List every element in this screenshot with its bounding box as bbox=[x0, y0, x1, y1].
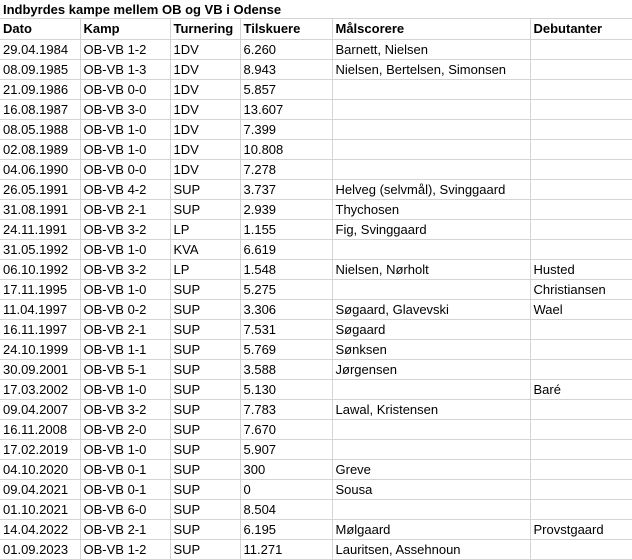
cell-tournament[interactable]: SUP bbox=[170, 339, 240, 359]
cell-scorers[interactable]: Jørgensen bbox=[332, 359, 530, 379]
cell-debutants[interactable] bbox=[530, 539, 632, 559]
cell-tournament[interactable]: 1DV bbox=[170, 79, 240, 99]
cell-attendance[interactable]: 0 bbox=[240, 479, 332, 499]
cell-tournament[interactable]: SUP bbox=[170, 519, 240, 539]
cell-date[interactable]: 17.02.2019 bbox=[0, 439, 80, 459]
cell-attendance[interactable]: 10.808 bbox=[240, 139, 332, 159]
cell-match[interactable]: OB-VB 0-1 bbox=[80, 459, 170, 479]
cell-match[interactable]: OB-VB 1-0 bbox=[80, 379, 170, 399]
cell-scorers[interactable]: Søgaard, Glavevski bbox=[332, 299, 530, 319]
cell-match[interactable]: OB-VB 1-2 bbox=[80, 39, 170, 59]
table-row bbox=[0, 339, 632, 359]
cell-attendance[interactable]: 7.783 bbox=[240, 399, 332, 419]
cell-attendance[interactable]: 8.504 bbox=[240, 499, 332, 519]
table-row bbox=[0, 99, 632, 119]
table-row bbox=[0, 539, 632, 559]
cell-tournament[interactable]: LP bbox=[170, 259, 240, 279]
cell-debutants[interactable] bbox=[530, 199, 632, 219]
matches-table bbox=[0, 19, 632, 560]
cell-match[interactable]: OB-VB 4-2 bbox=[80, 179, 170, 199]
table-row bbox=[0, 299, 632, 319]
table-row bbox=[0, 239, 632, 259]
cell-tournament[interactable]: 1DV bbox=[170, 119, 240, 139]
cell-tournament[interactable]: 1DV bbox=[170, 99, 240, 119]
cell-debutants[interactable] bbox=[530, 419, 632, 439]
cell-attendance[interactable]: 5.769 bbox=[240, 339, 332, 359]
cell-date[interactable]: 04.10.2020 bbox=[0, 459, 80, 479]
cell-match[interactable]: OB-VB 0-1 bbox=[80, 479, 170, 499]
cell-debutants[interactable] bbox=[530, 139, 632, 159]
cell-scorers[interactable] bbox=[332, 439, 530, 459]
header-cell-tilskuere[interactable]: Tilskuere bbox=[240, 19, 332, 39]
cell-scorers[interactable] bbox=[332, 279, 530, 299]
cell-scorers[interactable]: Sønksen bbox=[332, 339, 530, 359]
cell-debutants[interactable]: Christiansen bbox=[530, 279, 632, 299]
cell-date[interactable]: 08.09.1985 bbox=[0, 59, 80, 79]
cell-date[interactable]: 06.10.1992 bbox=[0, 259, 80, 279]
table-row bbox=[0, 359, 632, 379]
cell-scorers[interactable]: Lauritsen, Assehnoun bbox=[332, 539, 530, 559]
table-row bbox=[0, 499, 632, 519]
cell-tournament[interactable]: SUP bbox=[170, 459, 240, 479]
table-row bbox=[0, 399, 632, 419]
table-row bbox=[0, 259, 632, 279]
table-row bbox=[0, 79, 632, 99]
table-row bbox=[0, 319, 632, 339]
cell-scorers[interactable]: Thychosen bbox=[332, 199, 530, 219]
cell-date[interactable]: 01.10.2021 bbox=[0, 499, 80, 519]
table-row bbox=[0, 439, 632, 459]
header-cell-debutanter[interactable]: Debutanter bbox=[530, 19, 632, 39]
cell-date[interactable]: 01.09.2023 bbox=[0, 539, 80, 559]
cell-attendance[interactable]: 6.195 bbox=[240, 519, 332, 539]
cell-debutants[interactable] bbox=[530, 39, 632, 59]
cell-scorers[interactable]: Nielsen, Bertelsen, Simonsen bbox=[332, 59, 530, 79]
cell-tournament[interactable]: SUP bbox=[170, 279, 240, 299]
cell-attendance[interactable]: 13.607 bbox=[240, 99, 332, 119]
cell-attendance[interactable]: 5.130 bbox=[240, 379, 332, 399]
cell-tournament[interactable]: SUP bbox=[170, 319, 240, 339]
cell-scorers[interactable]: Mølgaard bbox=[332, 519, 530, 539]
cell-date[interactable]: 31.05.1992 bbox=[0, 239, 80, 259]
cell-scorers[interactable] bbox=[332, 379, 530, 399]
header-cell-dato[interactable]: Dato bbox=[0, 19, 80, 39]
cell-match[interactable]: OB-VB 1-0 bbox=[80, 279, 170, 299]
cell-debutants[interactable] bbox=[530, 339, 632, 359]
cell-date[interactable]: 17.11.1995 bbox=[0, 279, 80, 299]
cell-match[interactable]: OB-VB 1-0 bbox=[80, 139, 170, 159]
cell-tournament[interactable]: SUP bbox=[170, 379, 240, 399]
cell-attendance[interactable]: 300 bbox=[240, 459, 332, 479]
cell-debutants[interactable]: Provstgaard bbox=[530, 519, 632, 539]
cell-debutants[interactable] bbox=[530, 219, 632, 239]
cell-debutants[interactable]: Baré bbox=[530, 379, 632, 399]
cell-debutants[interactable] bbox=[530, 479, 632, 499]
cell-scorers[interactable]: Sousa bbox=[332, 479, 530, 499]
cell-attendance[interactable]: 1.548 bbox=[240, 259, 332, 279]
cell-tournament[interactable]: SUP bbox=[170, 539, 240, 559]
sheet-title[interactable]: Indbyrdes kampe mellem OB og VB i Odense bbox=[0, 0, 632, 19]
cell-tournament[interactable]: LP bbox=[170, 219, 240, 239]
cell-match[interactable]: OB-VB 2-1 bbox=[80, 199, 170, 219]
cell-date[interactable]: 24.10.1999 bbox=[0, 339, 80, 359]
table-row bbox=[0, 139, 632, 159]
cell-scorers[interactable] bbox=[332, 99, 530, 119]
table-row bbox=[0, 59, 632, 79]
cell-attendance[interactable]: 8.943 bbox=[240, 59, 332, 79]
cell-debutants[interactable] bbox=[530, 79, 632, 99]
cell-scorers[interactable] bbox=[332, 139, 530, 159]
header-cell-malscorere[interactable]: Målscorere bbox=[332, 19, 530, 39]
cell-scorers[interactable]: Helveg (selvmål), Svinggaard bbox=[332, 179, 530, 199]
cell-scorers[interactable]: Lawal, Kristensen bbox=[332, 399, 530, 419]
cell-match[interactable]: OB-VB 2-1 bbox=[80, 319, 170, 339]
cell-attendance[interactable]: 2.939 bbox=[240, 199, 332, 219]
cell-match[interactable]: OB-VB 2-0 bbox=[80, 419, 170, 439]
cell-debutants[interactable] bbox=[530, 359, 632, 379]
cell-debutants[interactable] bbox=[530, 59, 632, 79]
cell-date[interactable]: 16.11.2008 bbox=[0, 419, 80, 439]
cell-scorers[interactable] bbox=[332, 499, 530, 519]
cell-tournament[interactable]: 1DV bbox=[170, 139, 240, 159]
cell-date[interactable]: 26.05.1991 bbox=[0, 179, 80, 199]
cell-date[interactable]: 31.08.1991 bbox=[0, 199, 80, 219]
cell-date[interactable]: 21.09.1986 bbox=[0, 79, 80, 99]
cell-date[interactable]: 09.04.2021 bbox=[0, 479, 80, 499]
cell-match[interactable]: OB-VB 1-1 bbox=[80, 339, 170, 359]
cell-attendance[interactable]: 7.278 bbox=[240, 159, 332, 179]
cell-scorers[interactable] bbox=[332, 159, 530, 179]
header-cell-kamp[interactable]: Kamp bbox=[80, 19, 170, 39]
table-row bbox=[0, 459, 632, 479]
cell-match[interactable]: OB-VB 1-0 bbox=[80, 439, 170, 459]
cell-tournament[interactable]: SUP bbox=[170, 299, 240, 319]
table-row bbox=[0, 419, 632, 439]
cell-match[interactable]: OB-VB 3-2 bbox=[80, 219, 170, 239]
cell-debutants[interactable] bbox=[530, 239, 632, 259]
table-row bbox=[0, 199, 632, 219]
cell-attendance[interactable]: 5.907 bbox=[240, 439, 332, 459]
cell-date[interactable]: 11.04.1997 bbox=[0, 299, 80, 319]
cell-scorers[interactable]: Nielsen, Nørholt bbox=[332, 259, 530, 279]
cell-attendance[interactable]: 6.260 bbox=[240, 39, 332, 59]
cell-match[interactable]: OB-VB 2-1 bbox=[80, 519, 170, 539]
cell-debutants[interactable] bbox=[530, 399, 632, 419]
cell-debutants[interactable] bbox=[530, 439, 632, 459]
cell-attendance[interactable]: 7.399 bbox=[240, 119, 332, 139]
cell-date[interactable]: 08.05.1988 bbox=[0, 119, 80, 139]
cell-scorers[interactable]: Greve bbox=[332, 459, 530, 479]
cell-match[interactable]: OB-VB 3-2 bbox=[80, 259, 170, 279]
cell-debutants[interactable] bbox=[530, 319, 632, 339]
header-row bbox=[0, 19, 632, 39]
cell-debutants[interactable] bbox=[530, 159, 632, 179]
cell-tournament[interactable]: SUP bbox=[170, 439, 240, 459]
cell-attendance[interactable]: 5.275 bbox=[240, 279, 332, 299]
cell-attendance[interactable]: 3.588 bbox=[240, 359, 332, 379]
cell-scorers[interactable] bbox=[332, 79, 530, 99]
cell-date[interactable]: 29.04.1984 bbox=[0, 39, 80, 59]
cell-tournament[interactable]: SUP bbox=[170, 359, 240, 379]
cell-attendance[interactable]: 11.271 bbox=[240, 539, 332, 559]
cell-scorers[interactable] bbox=[332, 419, 530, 439]
cell-tournament[interactable]: 1DV bbox=[170, 39, 240, 59]
cell-attendance[interactable]: 7.670 bbox=[240, 419, 332, 439]
cell-date[interactable]: 04.06.1990 bbox=[0, 159, 80, 179]
cell-match[interactable]: OB-VB 0-0 bbox=[80, 159, 170, 179]
cell-attendance[interactable]: 3.737 bbox=[240, 179, 332, 199]
cell-date[interactable]: 30.09.2001 bbox=[0, 359, 80, 379]
cell-date[interactable]: 14.04.2022 bbox=[0, 519, 80, 539]
cell-debutants[interactable] bbox=[530, 499, 632, 519]
cell-scorers[interactable]: Barnett, Nielsen bbox=[332, 39, 530, 59]
cell-date[interactable]: 09.04.2007 bbox=[0, 399, 80, 419]
cell-debutants[interactable] bbox=[530, 119, 632, 139]
cell-debutants[interactable]: Wael bbox=[530, 299, 632, 319]
cell-date[interactable]: 17.03.2002 bbox=[0, 379, 80, 399]
cell-tournament[interactable]: SUP bbox=[170, 499, 240, 519]
cell-scorers[interactable] bbox=[332, 119, 530, 139]
table-row bbox=[0, 279, 632, 299]
cell-tournament[interactable]: KVA bbox=[170, 239, 240, 259]
cell-match[interactable]: OB-VB 1-3 bbox=[80, 59, 170, 79]
table-row bbox=[0, 519, 632, 539]
cell-match[interactable]: OB-VB 6-0 bbox=[80, 499, 170, 519]
cell-match[interactable]: OB-VB 3-2 bbox=[80, 399, 170, 419]
cell-attendance[interactable]: 1.155 bbox=[240, 219, 332, 239]
cell-tournament[interactable]: SUP bbox=[170, 179, 240, 199]
cell-tournament[interactable]: 1DV bbox=[170, 59, 240, 79]
cell-attendance[interactable]: 7.531 bbox=[240, 319, 332, 339]
cell-date[interactable]: 16.11.1997 bbox=[0, 319, 80, 339]
cell-date[interactable]: 02.08.1989 bbox=[0, 139, 80, 159]
table-row bbox=[0, 159, 632, 179]
cell-match[interactable]: OB-VB 5-1 bbox=[80, 359, 170, 379]
table-row bbox=[0, 39, 632, 59]
cell-date[interactable]: 24.11.1991 bbox=[0, 219, 80, 239]
cell-scorers[interactable]: Fig, Svinggaard bbox=[332, 219, 530, 239]
cell-tournament[interactable]: SUP bbox=[170, 419, 240, 439]
cell-scorers[interactable]: Søgaard bbox=[332, 319, 530, 339]
cell-match[interactable]: OB-VB 1-0 bbox=[80, 239, 170, 259]
cell-tournament[interactable]: SUP bbox=[170, 199, 240, 219]
cell-match[interactable]: OB-VB 3-0 bbox=[80, 99, 170, 119]
cell-tournament[interactable]: SUP bbox=[170, 479, 240, 499]
cell-scorers[interactable] bbox=[332, 239, 530, 259]
cell-debutants[interactable] bbox=[530, 99, 632, 119]
cell-attendance[interactable]: 3.306 bbox=[240, 299, 332, 319]
cell-attendance[interactable]: 5.857 bbox=[240, 79, 332, 99]
table-row bbox=[0, 219, 632, 239]
table-row bbox=[0, 379, 632, 399]
cell-debutants[interactable] bbox=[530, 459, 632, 479]
table-row bbox=[0, 479, 632, 499]
cell-match[interactable]: OB-VB 1-0 bbox=[80, 119, 170, 139]
table-row bbox=[0, 119, 632, 139]
cell-debutants[interactable]: Husted bbox=[530, 259, 632, 279]
cell-tournament[interactable]: SUP bbox=[170, 399, 240, 419]
cell-tournament[interactable]: 1DV bbox=[170, 159, 240, 179]
cell-match[interactable]: OB-VB 1-2 bbox=[80, 539, 170, 559]
cell-date[interactable]: 16.08.1987 bbox=[0, 99, 80, 119]
cell-match[interactable]: OB-VB 0-2 bbox=[80, 299, 170, 319]
header-cell-turnering[interactable]: Turnering bbox=[170, 19, 240, 39]
cell-attendance[interactable]: 6.619 bbox=[240, 239, 332, 259]
cell-debutants[interactable] bbox=[530, 179, 632, 199]
table-row bbox=[0, 179, 632, 199]
cell-match[interactable]: OB-VB 0-0 bbox=[80, 79, 170, 99]
